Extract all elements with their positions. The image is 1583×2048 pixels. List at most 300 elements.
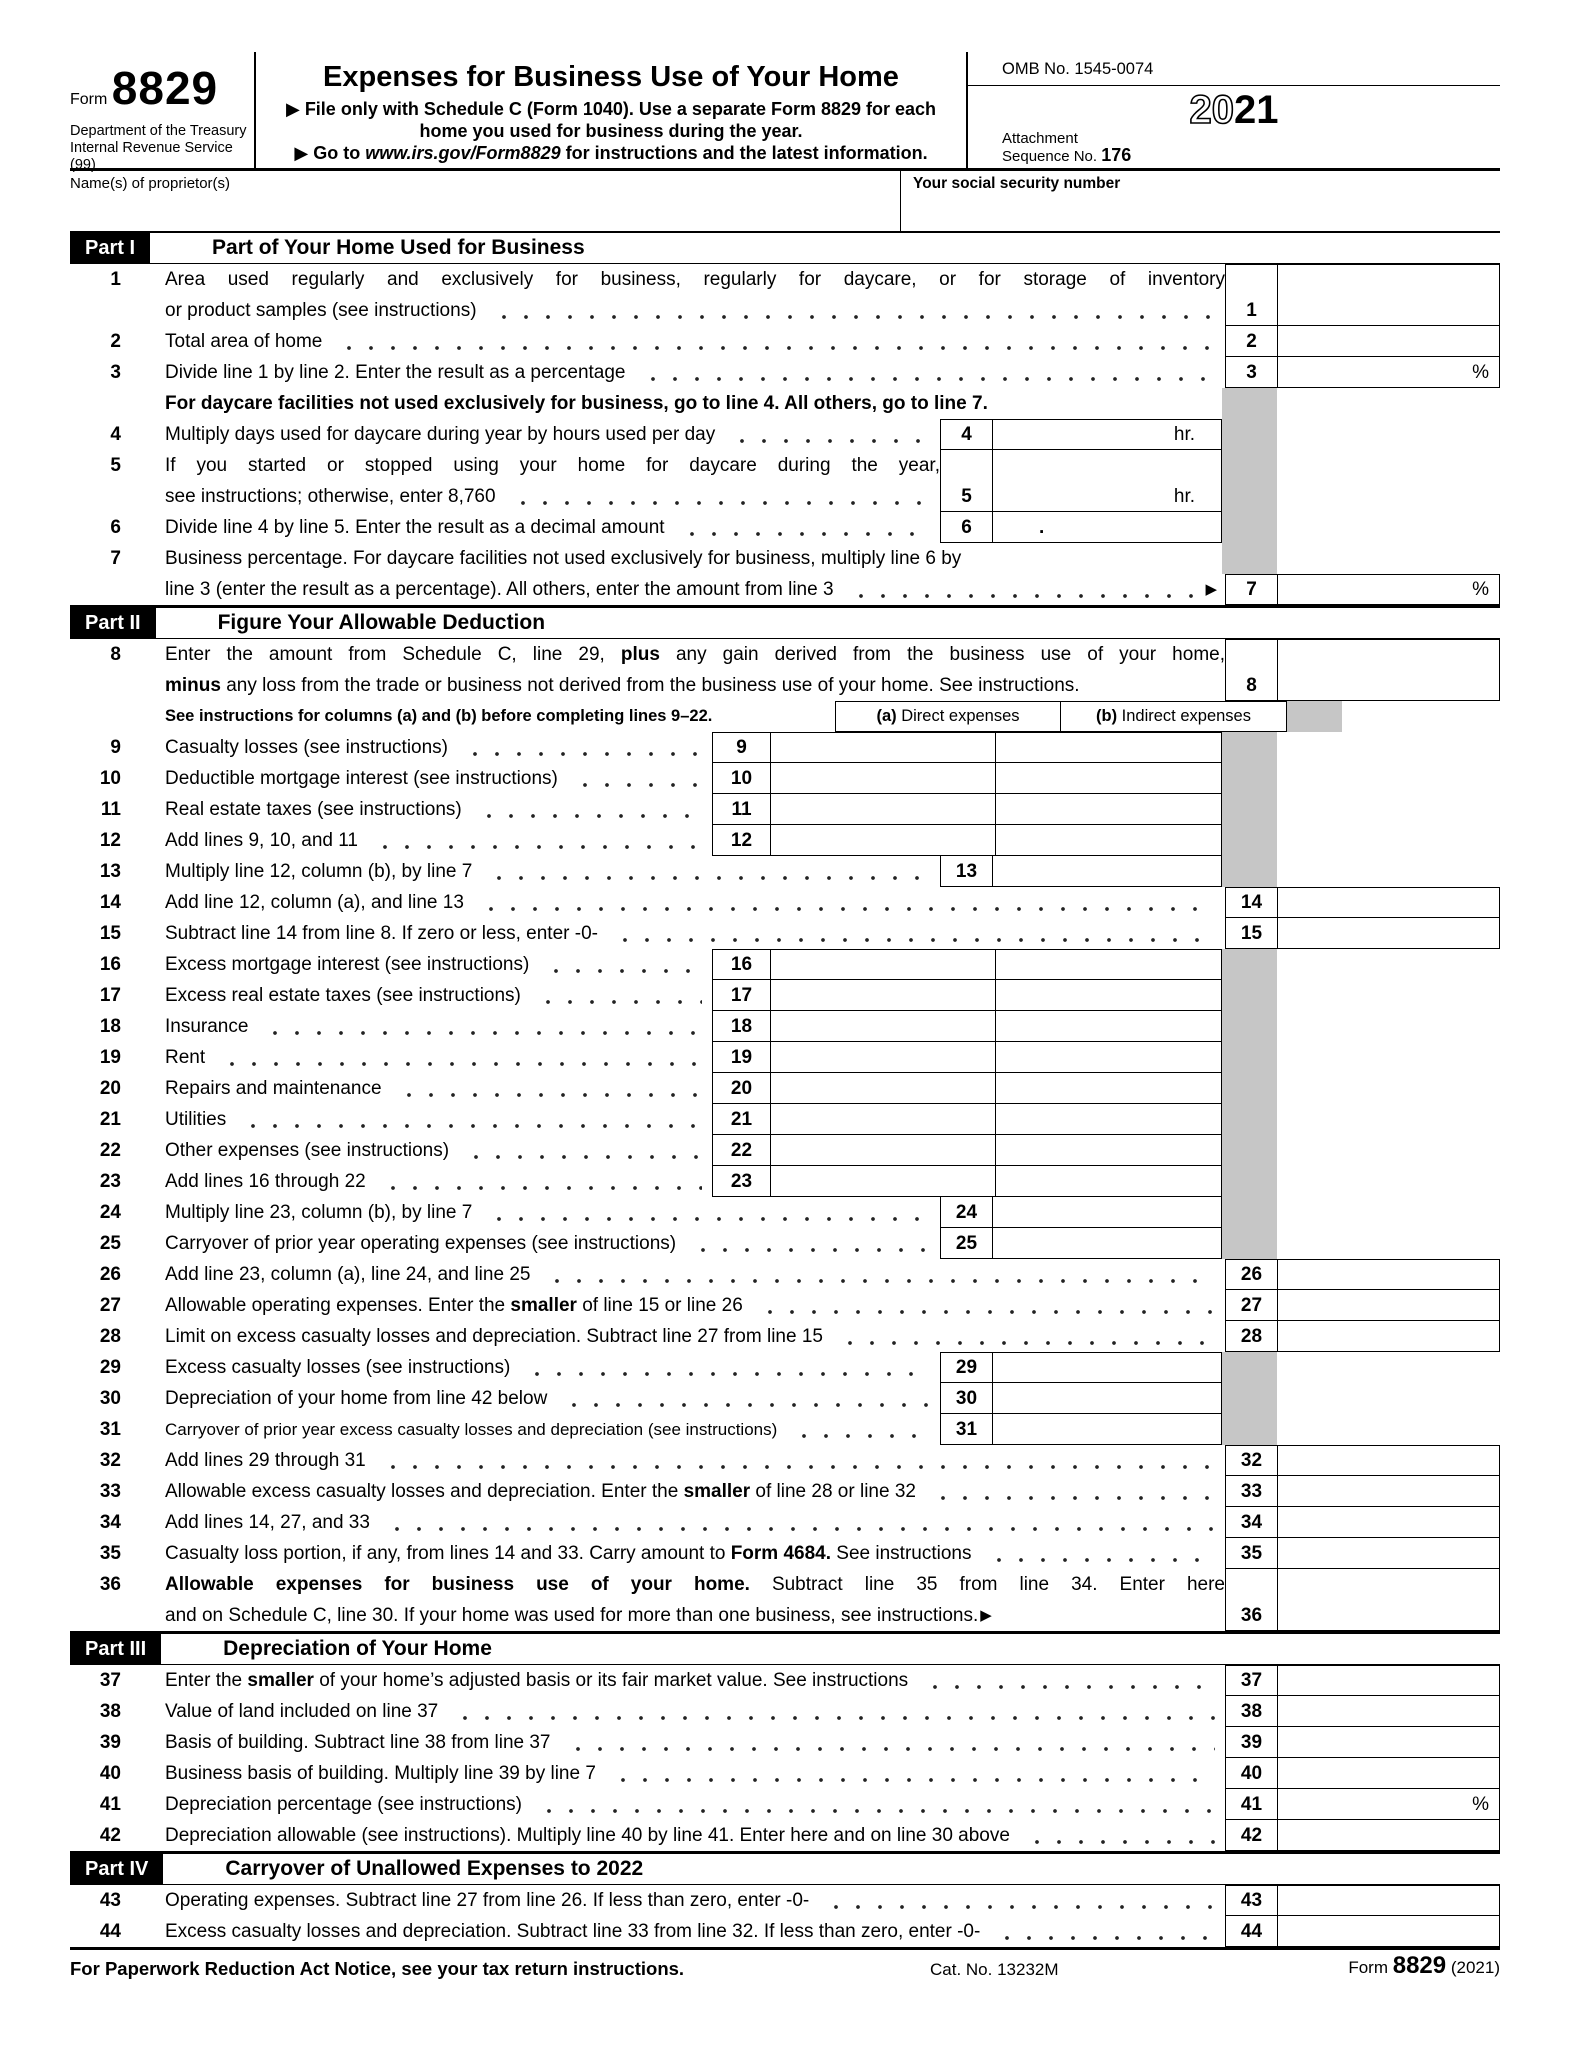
line-number-label: 8 [110, 644, 121, 665]
line-26-box-number: 26 [1225, 1259, 1277, 1290]
goto-text: ▶ Go to [294, 143, 366, 163]
line-21-indirect-expenses-entry[interactable] [995, 1104, 1222, 1135]
line-number-label: 15 [99, 923, 121, 944]
part2-title: Figure Your Allowable Deduction [217, 611, 546, 634]
description-text [165, 670, 1080, 701]
line-number-label: 2 [110, 331, 121, 352]
description-bold-segment: plus [620, 644, 660, 665]
description-line [165, 887, 1225, 918]
part2-line8 [70, 639, 1500, 701]
gray-shade-column [1222, 543, 1277, 574]
part1-band [70, 233, 1500, 264]
dot-leader [378, 1166, 702, 1197]
line-31-box-number: 31 [940, 1414, 992, 1445]
description-line [165, 1600, 1225, 1631]
description-segment: Total area of home [165, 331, 323, 352]
description-text [165, 419, 715, 450]
line-32-entry[interactable] [1277, 1445, 1500, 1476]
line-19-indirect-expenses-entry[interactable] [995, 1042, 1222, 1073]
line-20-box-number: 20 [712, 1073, 770, 1104]
description-segment: Utilities [165, 1109, 227, 1130]
line-19-direct-expenses-entry[interactable] [770, 1042, 995, 1073]
line-20-direct-expenses-entry[interactable] [770, 1073, 995, 1104]
form-line-29 [70, 1352, 1500, 1383]
blank-column [1277, 1352, 1500, 1383]
description-segment: Allowable excess casualty losses and depreciation. Enter the [165, 1481, 684, 1502]
description-segment: Multiply line 23, column (b), by line 7 [165, 1202, 473, 1223]
line-description [135, 1104, 712, 1135]
gray-shade-column [1222, 1414, 1277, 1445]
description-segment: of line 15 or line 26 [576, 1295, 743, 1316]
line-36-entry[interactable] [1277, 1569, 1500, 1631]
dot-leader [460, 732, 702, 763]
description-text [165, 1197, 472, 1228]
line-number-label: 6 [110, 517, 121, 538]
description-segment: Add lines 9, 10, and 11 [165, 830, 358, 851]
line-description [135, 1445, 1225, 1476]
gray-shade-column [1222, 1228, 1277, 1259]
form-line-9 [70, 732, 1500, 763]
line-description [135, 1885, 1225, 1916]
description-line [165, 1042, 712, 1073]
unit-label: hr. [1173, 486, 1195, 507]
line-description [135, 887, 1225, 918]
description-segment: Excess real estate taxes (see instructions) [165, 985, 521, 1006]
form-word: Form [70, 91, 108, 108]
line-number-label: 7 [110, 548, 121, 569]
line-20-indirect-expenses-entry[interactable] [995, 1073, 1222, 1104]
column-b-header [1060, 701, 1287, 732]
unit-label: % [1472, 1794, 1489, 1815]
column-header-row [70, 701, 1500, 732]
line-10-direct-expenses-entry[interactable] [770, 763, 995, 794]
form-line-41 [70, 1789, 1500, 1820]
columns-instruction: See instructions for columns (a) and (b) before completing lines 9–22. [165, 707, 713, 725]
line-6-entry[interactable] [992, 512, 1222, 543]
line-number-label: 31 [99, 1419, 121, 1440]
line-28-entry[interactable] [1277, 1321, 1500, 1352]
description-segment: Excess mortgage interest (see instructions) [165, 954, 530, 975]
line-description [135, 1789, 1225, 1820]
description-segment: Add lines 14, 27, and 33 [165, 1512, 370, 1533]
dot-leader [610, 918, 1215, 949]
part3-rows [70, 1665, 1500, 1851]
gray-shade-column [1222, 825, 1277, 856]
description-line [165, 1228, 940, 1259]
description-segment: Insurance [165, 1016, 249, 1037]
dot-leader [508, 481, 930, 512]
line-description [135, 1476, 1225, 1507]
column-header-spacer [70, 701, 135, 732]
line-description [135, 574, 1225, 605]
blank-column [1277, 419, 1500, 450]
description-text [165, 1476, 916, 1507]
description-text [165, 856, 472, 887]
column-a-label: Direct expenses [901, 707, 1020, 725]
line-22-box-number: 22 [712, 1135, 770, 1166]
description-text [165, 1259, 530, 1290]
blank-column [1277, 763, 1500, 794]
description-text [165, 794, 462, 825]
description-text [165, 1135, 449, 1166]
dot-leader [570, 763, 702, 794]
blank-column [1277, 980, 1500, 1011]
description-line [165, 450, 940, 481]
line-40-entry[interactable] [1277, 1758, 1500, 1789]
line-number-label: 24 [99, 1202, 121, 1223]
line-9-direct-expenses-entry[interactable] [770, 732, 995, 763]
line-number-label: 36 [99, 1574, 121, 1595]
part4-title: Carryover of Unallowed Expenses to 2022 [225, 1857, 644, 1880]
line-number-label: 37 [99, 1670, 121, 1691]
blank-column [1277, 1383, 1500, 1414]
line-number-label: 39 [99, 1732, 121, 1753]
line-17-direct-expenses-entry[interactable] [770, 980, 995, 1011]
form-line-33 [70, 1476, 1500, 1507]
line-number-label: 18 [99, 1016, 121, 1037]
line-18-indirect-expenses-entry[interactable] [995, 1011, 1222, 1042]
form-line-17 [70, 980, 1500, 1011]
attachment-line2 [1002, 147, 1500, 165]
description-segment: Value of land included on line 37 [165, 1701, 439, 1722]
description-text [165, 357, 626, 388]
line-number-label: 25 [99, 1233, 121, 1254]
description-line [165, 574, 1225, 605]
form-line-11 [70, 794, 1500, 825]
form-line-36 [70, 1569, 1500, 1631]
line-number-label: 35 [99, 1543, 121, 1564]
blank-column [1277, 1228, 1500, 1259]
description-segment: Subtract line 14 from line 8. If zero or less, enter -0- [165, 923, 598, 944]
line-number-label: 22 [99, 1140, 121, 1161]
line-7-entry[interactable] [1277, 574, 1500, 605]
description-text [165, 1073, 382, 1104]
line-description [135, 326, 1225, 357]
line-17-box-number: 17 [712, 980, 770, 1011]
form-line-27 [70, 1290, 1500, 1321]
description-segment: Excess casualty losses (see instructions) [165, 1357, 511, 1378]
line-description [135, 1665, 1225, 1696]
column-b-label: Indirect expenses [1121, 707, 1251, 725]
line-35-entry[interactable] [1277, 1538, 1500, 1569]
description-line [165, 419, 940, 450]
form-line-24 [70, 1197, 1500, 1228]
form-line-13 [70, 856, 1500, 887]
line-22-direct-expenses-entry[interactable] [770, 1135, 995, 1166]
description-text [165, 388, 988, 419]
line-6-box-number: 6 [940, 512, 992, 543]
dot-leader [755, 1290, 1215, 1321]
part4-band [70, 1851, 1500, 1885]
part1-label: Part I [70, 233, 150, 263]
line-39-entry[interactable] [1277, 1727, 1500, 1758]
description-text [165, 825, 358, 856]
line-number-label: 3 [110, 362, 121, 383]
line-17-indirect-expenses-entry[interactable] [995, 980, 1222, 1011]
description-bold-segment: For daycare facilities not used exclusively for business, go to line 4. All others, go to line 7. [165, 393, 988, 414]
page-title: Expenses for Business Use of Your Home [323, 61, 899, 93]
proprietor-name-field[interactable] [70, 171, 900, 231]
dot-leader [484, 1197, 930, 1228]
pointer-arrow-icon: ▶ [980, 1607, 992, 1624]
description-text [165, 543, 961, 574]
line-number-label: 5 [110, 455, 121, 476]
line-description [135, 1321, 1225, 1352]
description-text [165, 1665, 908, 1696]
line-43-box-number: 43 [1225, 1885, 1277, 1916]
line-26-entry[interactable] [1277, 1259, 1500, 1290]
line-number-label: 12 [99, 830, 121, 851]
description-text [165, 1574, 1225, 1595]
dot-leader [608, 1758, 1215, 1789]
line-number-label: 13 [99, 861, 121, 882]
line-number-label: 42 [99, 1825, 121, 1846]
line-29-entry[interactable] [992, 1352, 1222, 1383]
part1-title: Part of Your Home Used for Business [212, 236, 585, 259]
line-15-entry[interactable] [1277, 918, 1500, 949]
line-description [135, 1507, 1225, 1538]
description-line [165, 1476, 1225, 1507]
line-description [135, 357, 1225, 388]
line-18-direct-expenses-entry[interactable] [770, 1011, 995, 1042]
description-line [165, 1073, 712, 1104]
line-number-label: 33 [99, 1481, 121, 1502]
gray-shade-column [1222, 949, 1277, 980]
form-line-20 [70, 1073, 1500, 1104]
line-16-indirect-expenses-entry[interactable] [995, 949, 1222, 980]
line-description [135, 1197, 940, 1228]
department-lines [70, 123, 254, 174]
line-23-indirect-expenses-entry[interactable] [995, 1166, 1222, 1197]
description-line [165, 295, 1225, 326]
form-line-15 [70, 918, 1500, 949]
line-12-indirect-expenses-entry[interactable] [995, 825, 1222, 856]
gray-shade-column [1222, 1104, 1277, 1135]
gray-shade-column [1287, 701, 1342, 732]
line-43-entry[interactable] [1277, 1885, 1500, 1916]
dot-leader [382, 1507, 1215, 1538]
description-segment: of line 28 or line 32 [750, 1481, 916, 1502]
description-text [165, 1538, 972, 1569]
form-line-18 [70, 1011, 1500, 1042]
part3-label: Part III [70, 1634, 161, 1664]
form-content [70, 0, 1500, 1992]
line-3-entry[interactable] [1277, 357, 1500, 388]
form-line-5 [70, 450, 1500, 512]
line-33-entry[interactable] [1277, 1476, 1500, 1507]
description-segment: Other expenses (see instructions) [165, 1140, 450, 1161]
line-23-direct-expenses-entry[interactable] [770, 1166, 995, 1197]
description-segment: Enter the [165, 1670, 248, 1691]
footer-form-number: 8829 [1392, 1952, 1447, 1979]
description-line [165, 543, 1222, 574]
line-11-indirect-expenses-entry[interactable] [995, 794, 1222, 825]
ssn-label: Your social security number [913, 175, 1121, 192]
column-a-header [835, 701, 1060, 732]
description-segment: Multiply line 12, column (b), by line 7 [165, 861, 473, 882]
line-number-label: 43 [99, 1890, 121, 1911]
line-23-box-number: 23 [712, 1166, 770, 1197]
line-38-entry[interactable] [1277, 1696, 1500, 1727]
line-42-entry[interactable] [1277, 1820, 1500, 1851]
form-line [70, 388, 1500, 419]
dot-leader [1022, 1820, 1215, 1851]
line-number-label: 10 [99, 768, 121, 789]
gray-shade-column [1222, 1352, 1277, 1383]
blank-column [1277, 949, 1500, 980]
line-5-entry[interactable] [992, 450, 1222, 512]
description-line [165, 1569, 1225, 1600]
description-segment: Limit on excess casualty losses and depreciation. Subtract line 27 from line 15 [165, 1326, 823, 1347]
line-description [135, 825, 712, 856]
form-line-1 [70, 264, 1500, 326]
line-number-label: 28 [99, 1326, 121, 1347]
description-segment: Allowable operating expenses. Enter the [165, 1295, 511, 1316]
blank-column [1277, 1197, 1500, 1228]
description-text [165, 326, 322, 357]
form-line-8 [70, 639, 1500, 701]
part4-rows [70, 1885, 1500, 1947]
description-text [165, 1383, 547, 1414]
line-description [135, 1569, 1225, 1631]
blank-column [1277, 388, 1500, 419]
description-line [165, 825, 712, 856]
description-segment: line 3 (enter the result as a percentage). All others, enter the amount from line 3 [165, 579, 834, 600]
line-description [135, 980, 712, 1011]
line-description [135, 1383, 940, 1414]
description-segment: Add lines 29 through 31 [165, 1450, 366, 1471]
line-14-entry[interactable] [1277, 887, 1500, 918]
line-8-entry[interactable] [1277, 639, 1500, 701]
line-30-entry[interactable] [992, 1383, 1222, 1414]
catalog-number: Cat. No. 13232M [930, 1960, 1059, 1979]
description-text [165, 1758, 596, 1789]
line-13-entry[interactable] [992, 856, 1222, 887]
line-description [135, 1538, 1225, 1569]
line-31-entry[interactable] [992, 1414, 1222, 1445]
line-21-direct-expenses-entry[interactable] [770, 1104, 995, 1135]
line-41-box-number: 41 [1225, 1789, 1277, 1820]
form-line-3 [70, 357, 1500, 388]
line-2-box-number: 2 [1225, 326, 1277, 357]
dot-leader [688, 1228, 930, 1259]
gray-shade-column [1222, 732, 1277, 763]
part3-title: Depreciation of Your Home [223, 1637, 492, 1660]
description-text [165, 1011, 248, 1042]
dot-leader [334, 326, 1215, 357]
line-number-label: 14 [99, 892, 121, 913]
description-line [165, 763, 712, 794]
description-text [165, 918, 598, 949]
line-24-entry[interactable] [992, 1197, 1222, 1228]
description-segment: Carryover of prior year operating expenses (see instructions) [165, 1233, 677, 1254]
form-line-25 [70, 1228, 1500, 1259]
line-34-entry[interactable] [1277, 1507, 1500, 1538]
description-segment: Carryover of prior year excess casualty losses and depreciation (see instructions) [165, 1420, 778, 1439]
line-37-entry[interactable] [1277, 1665, 1500, 1696]
line-number-label: 23 [99, 1171, 121, 1192]
line-description [135, 794, 712, 825]
dot-leader [260, 1011, 702, 1042]
description-text [165, 887, 464, 918]
description-line [165, 357, 1225, 388]
form-line-2 [70, 326, 1500, 357]
line-29-box-number: 29 [940, 1352, 992, 1383]
line-3-box-number: 3 [1225, 357, 1277, 388]
line-1-entry[interactable] [1277, 264, 1500, 326]
description-segment: or product samples (see instructions) [165, 300, 477, 321]
blank-column [1277, 1104, 1500, 1135]
line-41-entry[interactable] [1277, 1789, 1500, 1820]
line-description [135, 1352, 940, 1383]
unit-label: % [1472, 362, 1489, 383]
description-line [165, 1321, 1225, 1352]
line-4-entry[interactable] [992, 419, 1222, 450]
description-text [165, 1885, 809, 1916]
description-segment: of your home’s adjusted basis or its fair market value. See instructions [313, 1670, 909, 1691]
form-number: 8829 [111, 62, 219, 114]
line-number-label: 29 [99, 1357, 121, 1378]
line-description [135, 1758, 1225, 1789]
part1-rows [70, 264, 1500, 605]
description-segment: Deductible mortgage interest (see instructions) [165, 768, 558, 789]
sequence-label: Sequence No. [1002, 148, 1102, 165]
description-text [165, 1042, 205, 1073]
name-ssn-row [70, 171, 1500, 233]
description-line [165, 1166, 712, 1197]
description-bold-segment: Form 4684. [730, 1543, 832, 1564]
line-description [135, 1073, 712, 1104]
gray-shade-column [1222, 1197, 1277, 1228]
line-22-indirect-expenses-entry[interactable] [995, 1135, 1222, 1166]
blank-column [1277, 1414, 1500, 1445]
year-bold: 21 [1234, 88, 1279, 132]
line-2-entry[interactable] [1277, 326, 1500, 357]
line-description [135, 450, 940, 512]
line-9-indirect-expenses-entry[interactable] [995, 732, 1222, 763]
description-text [165, 949, 529, 980]
dot-leader [238, 1104, 702, 1135]
line-44-entry[interactable] [1277, 1916, 1500, 1947]
gray-shade-column [1222, 1383, 1277, 1414]
blank-column [1277, 1073, 1500, 1104]
dot-leader [378, 1445, 1215, 1476]
line-description [135, 949, 712, 980]
description-text [165, 1321, 823, 1352]
dot-leader [559, 1383, 930, 1414]
description-bold-segment: smaller [510, 1295, 577, 1316]
line-25-entry[interactable] [992, 1228, 1222, 1259]
dot-leader [563, 1727, 1216, 1758]
description-bold-segment: minus [165, 675, 221, 696]
form-number-block [70, 52, 256, 173]
blank-column [1277, 1135, 1500, 1166]
gray-shade-column [1222, 450, 1277, 512]
line-16-direct-expenses-entry[interactable] [770, 949, 995, 980]
ssn-field[interactable] [900, 171, 1500, 231]
description-line [165, 326, 1225, 357]
gray-shade-column [1222, 1135, 1277, 1166]
description-line [165, 918, 1225, 949]
line-11-direct-expenses-entry[interactable] [770, 794, 995, 825]
line-10-indirect-expenses-entry[interactable] [995, 763, 1222, 794]
dot-leader [450, 1696, 1215, 1727]
gray-shade-column [1222, 980, 1277, 1011]
description-line [165, 264, 1225, 295]
sequence-number: 176 [1101, 145, 1132, 165]
line-12-direct-expenses-entry[interactable] [770, 825, 995, 856]
line-27-entry[interactable] [1277, 1290, 1500, 1321]
